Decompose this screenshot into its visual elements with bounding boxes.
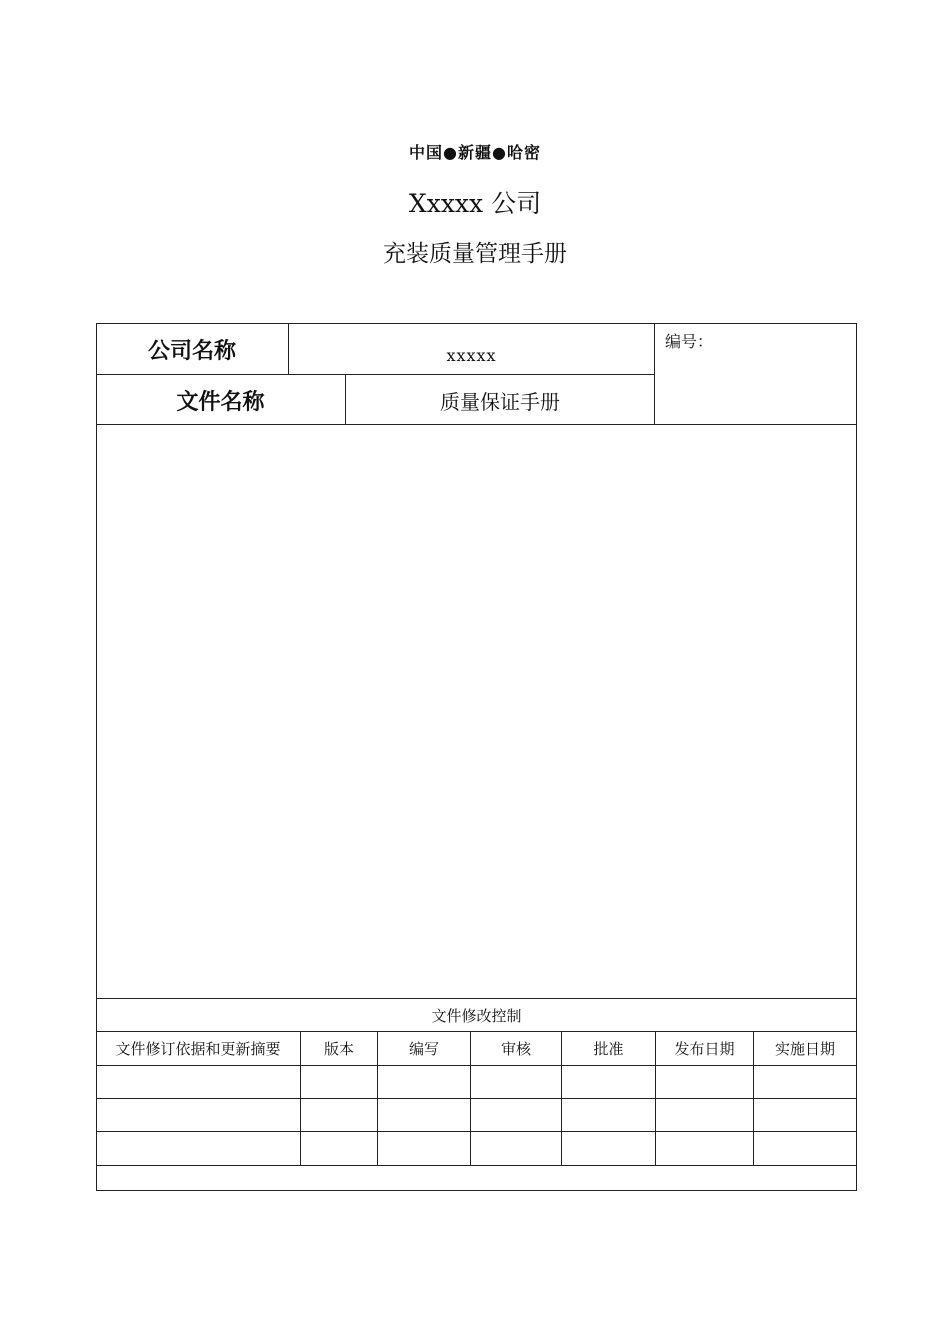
manual-title: 充装质量管理手册 — [383, 241, 567, 267]
serial-divider — [654, 323, 655, 425]
column-header-release-date: 发布日期 — [674, 1040, 735, 1058]
table-border-bottom — [96, 1190, 857, 1191]
column-header-version: 版本 — [323, 1040, 354, 1058]
revision-control-title: 文件修改控制 — [431, 1006, 522, 1025]
file-name-label: 文件名称 — [176, 389, 265, 415]
location-line: 中国●新疆●哈密 — [409, 143, 541, 162]
column-header-revision-basis: 文件修订依据和更新摘要 — [115, 1040, 281, 1058]
revision-row3-bottom — [96, 1165, 857, 1166]
column-header-author: 编写 — [408, 1040, 439, 1058]
revision-row2-bottom — [96, 1131, 857, 1132]
company-name-label: 公司名称 — [147, 338, 236, 364]
column-header-review: 审核 — [500, 1040, 531, 1058]
revision-header-bottom — [96, 1065, 857, 1066]
file-name-value: 质量保证手册 — [440, 389, 560, 414]
company-title: Xxxxx 公司 — [408, 189, 542, 218]
column-header-effective-date: 实施日期 — [774, 1040, 835, 1058]
revision-row1-bottom — [96, 1098, 857, 1099]
company-name-value: xxxxx — [446, 345, 497, 365]
serial-number-label: 编号： — [665, 332, 714, 351]
table-border-right — [856, 323, 857, 1191]
column-header-approve: 批准 — [593, 1040, 624, 1058]
